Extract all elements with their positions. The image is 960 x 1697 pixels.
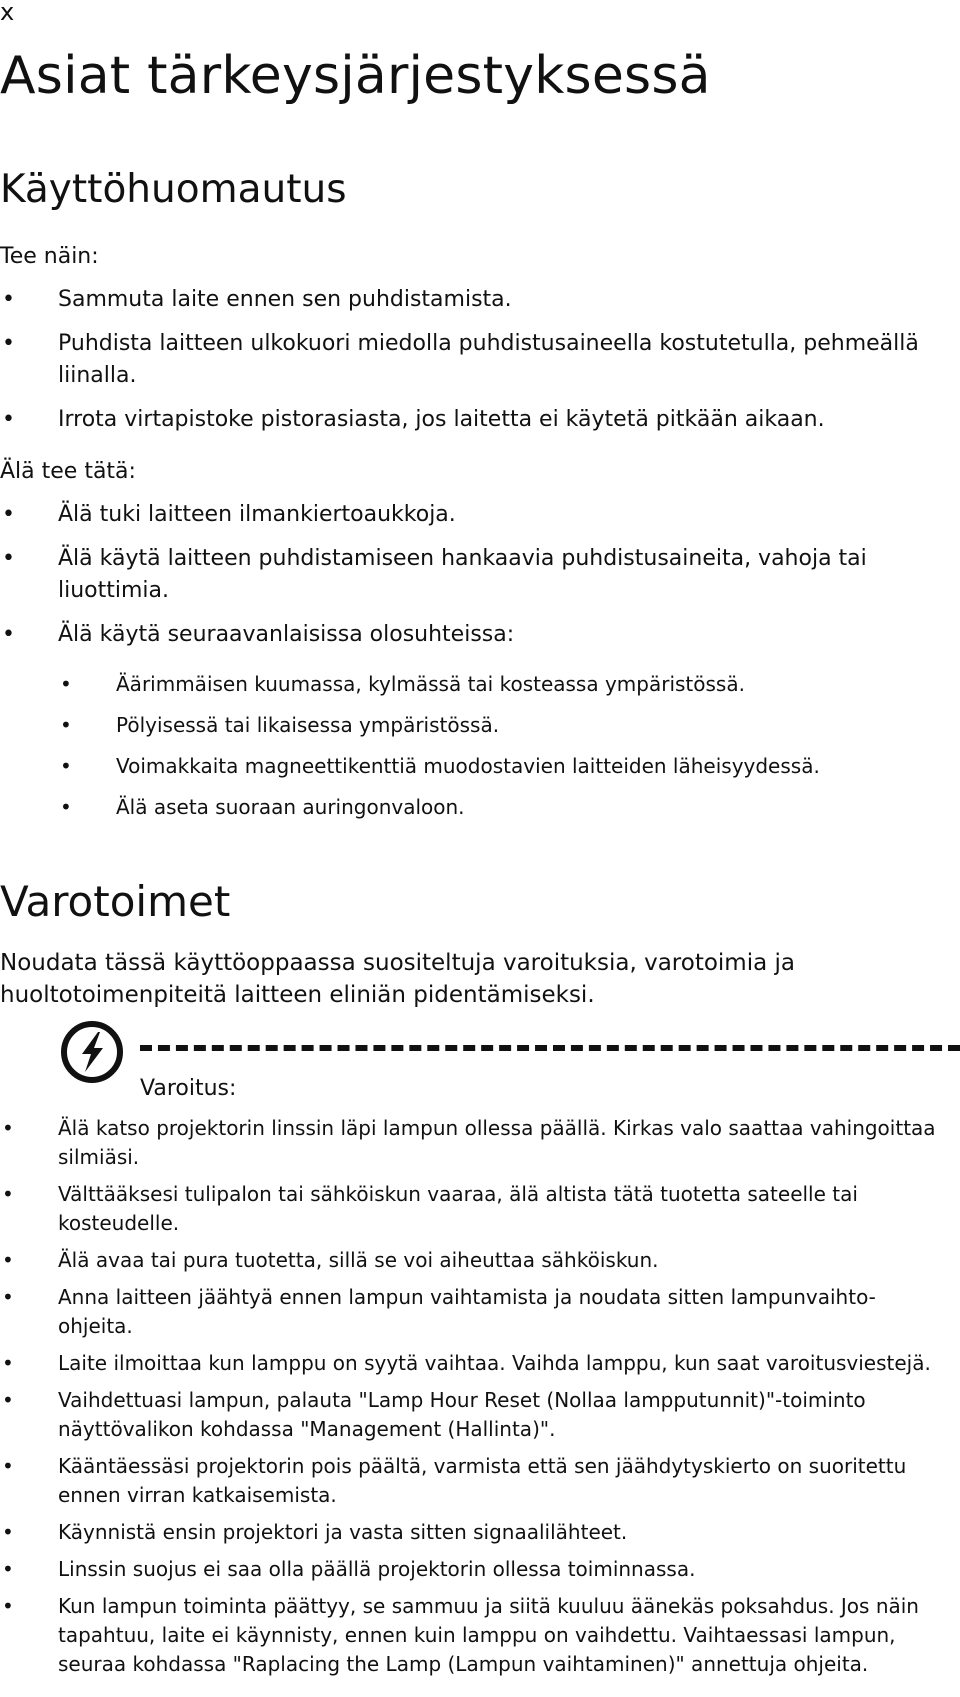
dont-item: • Älä tuki laitteen ilmankiertoaukkoja.: [0, 499, 950, 531]
warning-item: • Anna laitteen jäähtyä ennen lampun vaihtamista ja noudata sitten lampunvaihto-ohjeita.: [0, 1283, 950, 1341]
dont-label: Älä tee tätä:: [0, 459, 136, 484]
dont-list: [0, 499, 950, 663]
condition-item: • Pölyisessä tai likaisessa ympäristössä.: [58, 710, 948, 740]
warning-item: • Kääntäessäsi projektorin pois päältä, varmista että sen jäähdytyskierto on suoritettu ennen virran katkaisemista.: [0, 1452, 950, 1510]
warning-item: • Älä avaa tai pura tuotetta, sillä se voi aiheuttaa sähköiskun.: [0, 1246, 950, 1275]
warning-item: • Välttääksesi tulipalon tai sähköiskun vaaraa, älä altista tätä tuotetta sateelle tai kosteudelle.: [0, 1180, 950, 1238]
condition-item: • Äärimmäisen kuumassa, kylmässä tai kosteassa ympäristössä.: [58, 669, 948, 699]
usage-heading: Käyttöhuomautus: [0, 167, 347, 212]
conditions-list: [58, 669, 948, 833]
warning-list: [0, 1114, 950, 1687]
dont-item: • Älä käytä seuraavanlaisissa olosuhteissa:: [0, 619, 950, 651]
warning-item: • Vaihdettuasi lampun, palauta "Lamp Hour Reset (Nollaa lampputunnit)"-toiminto näyttövalikon kohdassa "Management (Hallinta)".: [0, 1386, 950, 1444]
lightning-warning-icon: [60, 1020, 124, 1084]
warning-item: • Linssin suojus ei saa olla päällä projektorin ollessa toiminnassa.: [0, 1555, 950, 1584]
warning-divider: [140, 1045, 960, 1051]
warning-item: • Laite ilmoittaa kun lamppu on syytä vaihtaa. Vaihda lamppu, kun saat varoitusviestejä.: [0, 1349, 950, 1378]
warning-item: • Älä katso projektorin linssin läpi lampun ollessa päällä. Kirkas valo saattaa vahingoittaa silmiäsi.: [0, 1114, 950, 1172]
condition-item: • Älä aseta suoraan auringonvaloon.: [58, 792, 948, 822]
warning-item: • Käynnistä ensin projektori ja vasta sitten signaalilähteet.: [0, 1518, 950, 1547]
dont-item: • Älä käytä laitteen puhdistamiseen hankaavia puhdistusaineita, vahoja tai liuottimia.: [0, 543, 950, 607]
warning-label: Varoitus:: [140, 1076, 237, 1101]
do-label: Tee näin:: [0, 244, 99, 269]
precautions-heading: Varotoimet: [0, 877, 231, 926]
warning-item: • Kun lampun toiminta päättyy, se sammuu ja siitä kuuluu äänekäs poksahdus. Jos näin tapahtuu, laite ei käynnisty, ennen kuin lamppu on vaihdettu. Vaihtaessasi lampun, seuraa kohdassa "Raplacing the Lamp (Lampun vaihtaminen)" annettuja ohjeita.: [0, 1592, 950, 1679]
precautions-intro: Noudata tässä käyttöoppaassa suositeltuja varoituksia, varotoimia ja huoltotoimenpiteitä laitteen eliniän pidentämiseksi.: [0, 950, 795, 1008]
do-list: [0, 284, 950, 448]
do-item: • Puhdista laitteen ulkokuori miedolla puhdistusaineella kostutetulla, pehmeällä liinalla.: [0, 328, 950, 392]
page-number: x: [0, 0, 15, 26]
do-item: • Irrota virtapistoke pistorasiasta, jos laitetta ei käytetä pitkään aikaan.: [0, 404, 950, 436]
do-item: • Sammuta laite ennen sen puhdistamista.: [0, 284, 950, 316]
page-title: Asiat tärkeysjärjestyksessä: [0, 46, 711, 106]
condition-item: • Voimakkaita magneettikenttiä muodostavien laitteiden läheisyydessä.: [58, 751, 948, 781]
